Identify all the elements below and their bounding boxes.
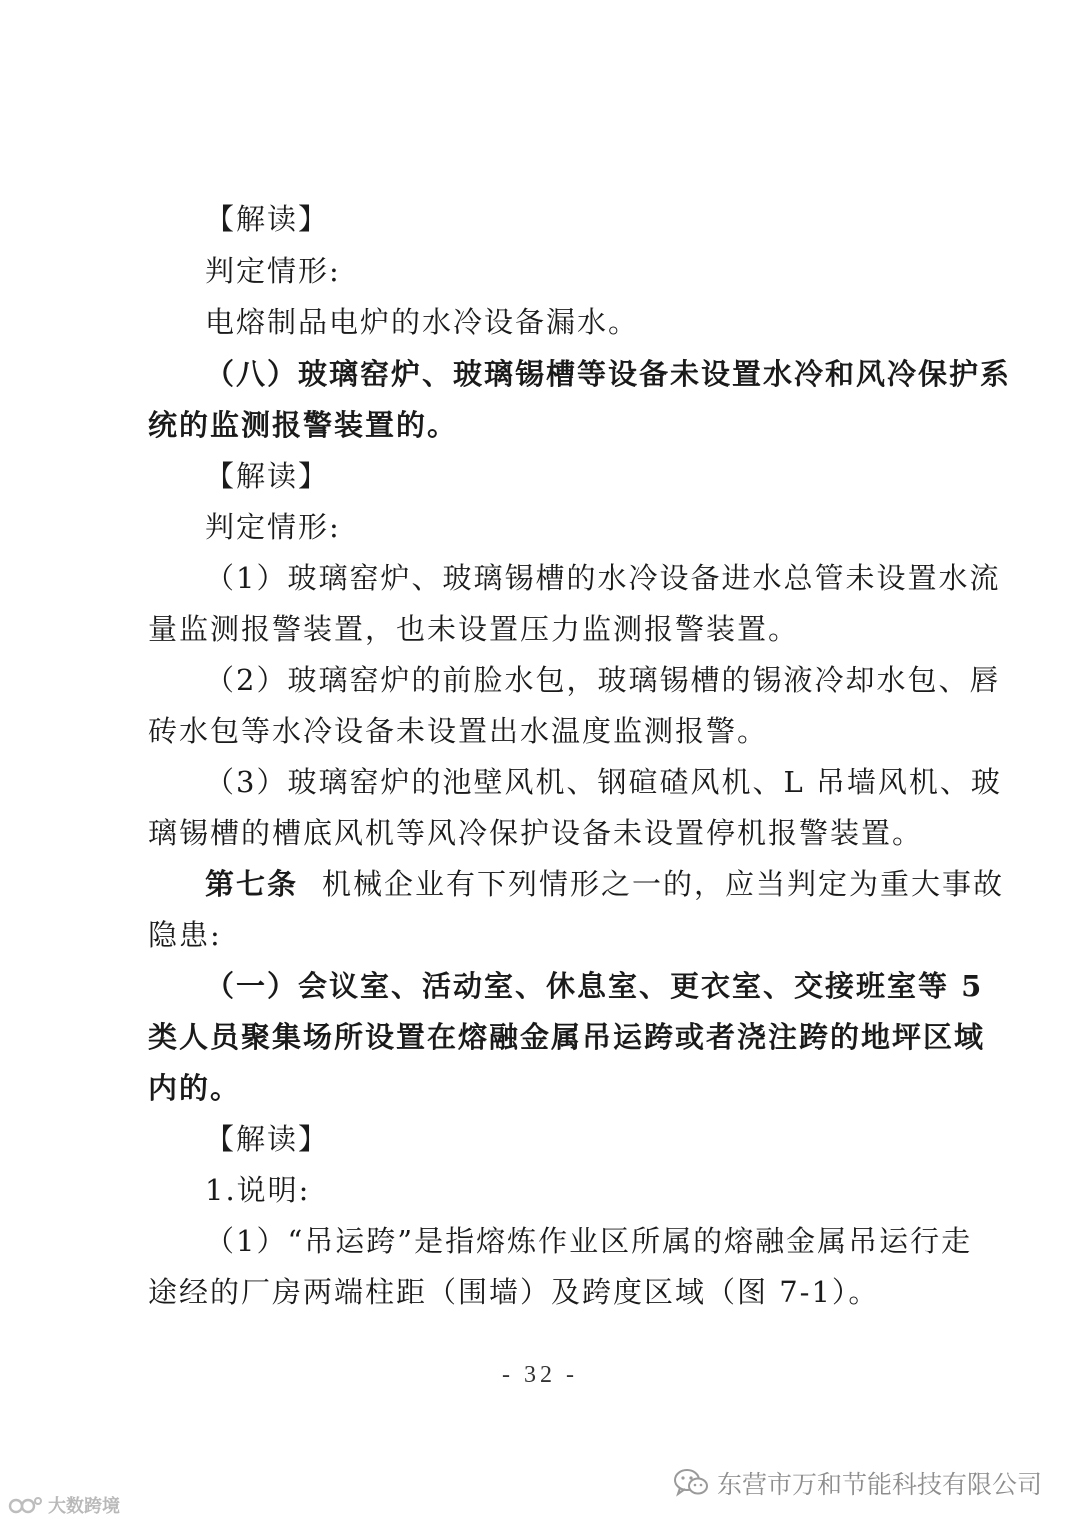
article-number: 第七条 [205,867,299,901]
paragraph-line: （3）玻璃窑炉的池壁风机、钢碹碴风机、L 吊墙风机、玻 [205,765,1002,799]
platform-name: 大数跨境 [48,1496,120,1517]
clause-heading: （一）会议室、活动室、休息室、更衣室、交接班室等 5 [205,969,984,1003]
clause-heading: （八）玻璃窑炉、玻璃锡槽等设备未设置水冷和风冷保护系 [205,357,1012,391]
paragraph-line: （1）玻璃窑炉、玻璃锡槽的水冷设备进水总管未设置水流 [205,561,1001,595]
interpretation-heading: 【解读】 [205,202,330,236]
paragraph-line: 途经的厂房两端柱距（围墙）及跨度区域（图 7-1）。 [148,1275,880,1309]
wechat-icon [673,1468,709,1498]
clause-heading-cont: 类人员聚集场所设置在熔融金属吊运跨或者浇注跨的地坪区域 [148,1020,986,1054]
interpretation-heading: 【解读】 [205,459,330,493]
article-text-cont: 隐患: [148,918,222,952]
account-watermark [673,1465,1042,1501]
paragraph-line: （1）“吊运跨”是指熔炼作业区所属的熔融金属吊运行走 [205,1224,973,1258]
clause-heading-cont: 统的监测报警装置的。 [148,408,459,442]
paragraph-line: 量监测报警装置，也未设置压力监测报警装置。 [148,612,800,646]
judgement-label: 判定情形: [205,254,341,288]
paragraph-line: 电熔制品电炉的水冷设备漏水。 [205,305,640,339]
article-text: 机械企业有下列情形之一的，应当判定为重大事故 [322,867,1005,901]
page-number: - 32 - [502,1362,578,1388]
paragraph-line: 璃锡槽的槽底风机等风冷保护设备未设置停机报警装置。 [148,816,924,850]
interpretation-heading: 【解读】 [205,1122,330,1156]
clause-heading-cont: 内的。 [148,1071,242,1105]
explanation-label: 1.说明: [205,1173,311,1207]
paragraph-line: （2）玻璃窑炉的前脸水包，玻璃锡槽的锡液冷却水包、唇 [205,663,1001,697]
judgement-label: 判定情形: [205,510,341,544]
paragraph-line: 砖水包等水冷设备未设置出水温度监测报警。 [148,714,769,748]
account-name: 东营市万和节能科技有限公司 [716,1470,1042,1499]
platform-watermark [8,1492,120,1518]
brand-logo-icon [8,1494,44,1516]
